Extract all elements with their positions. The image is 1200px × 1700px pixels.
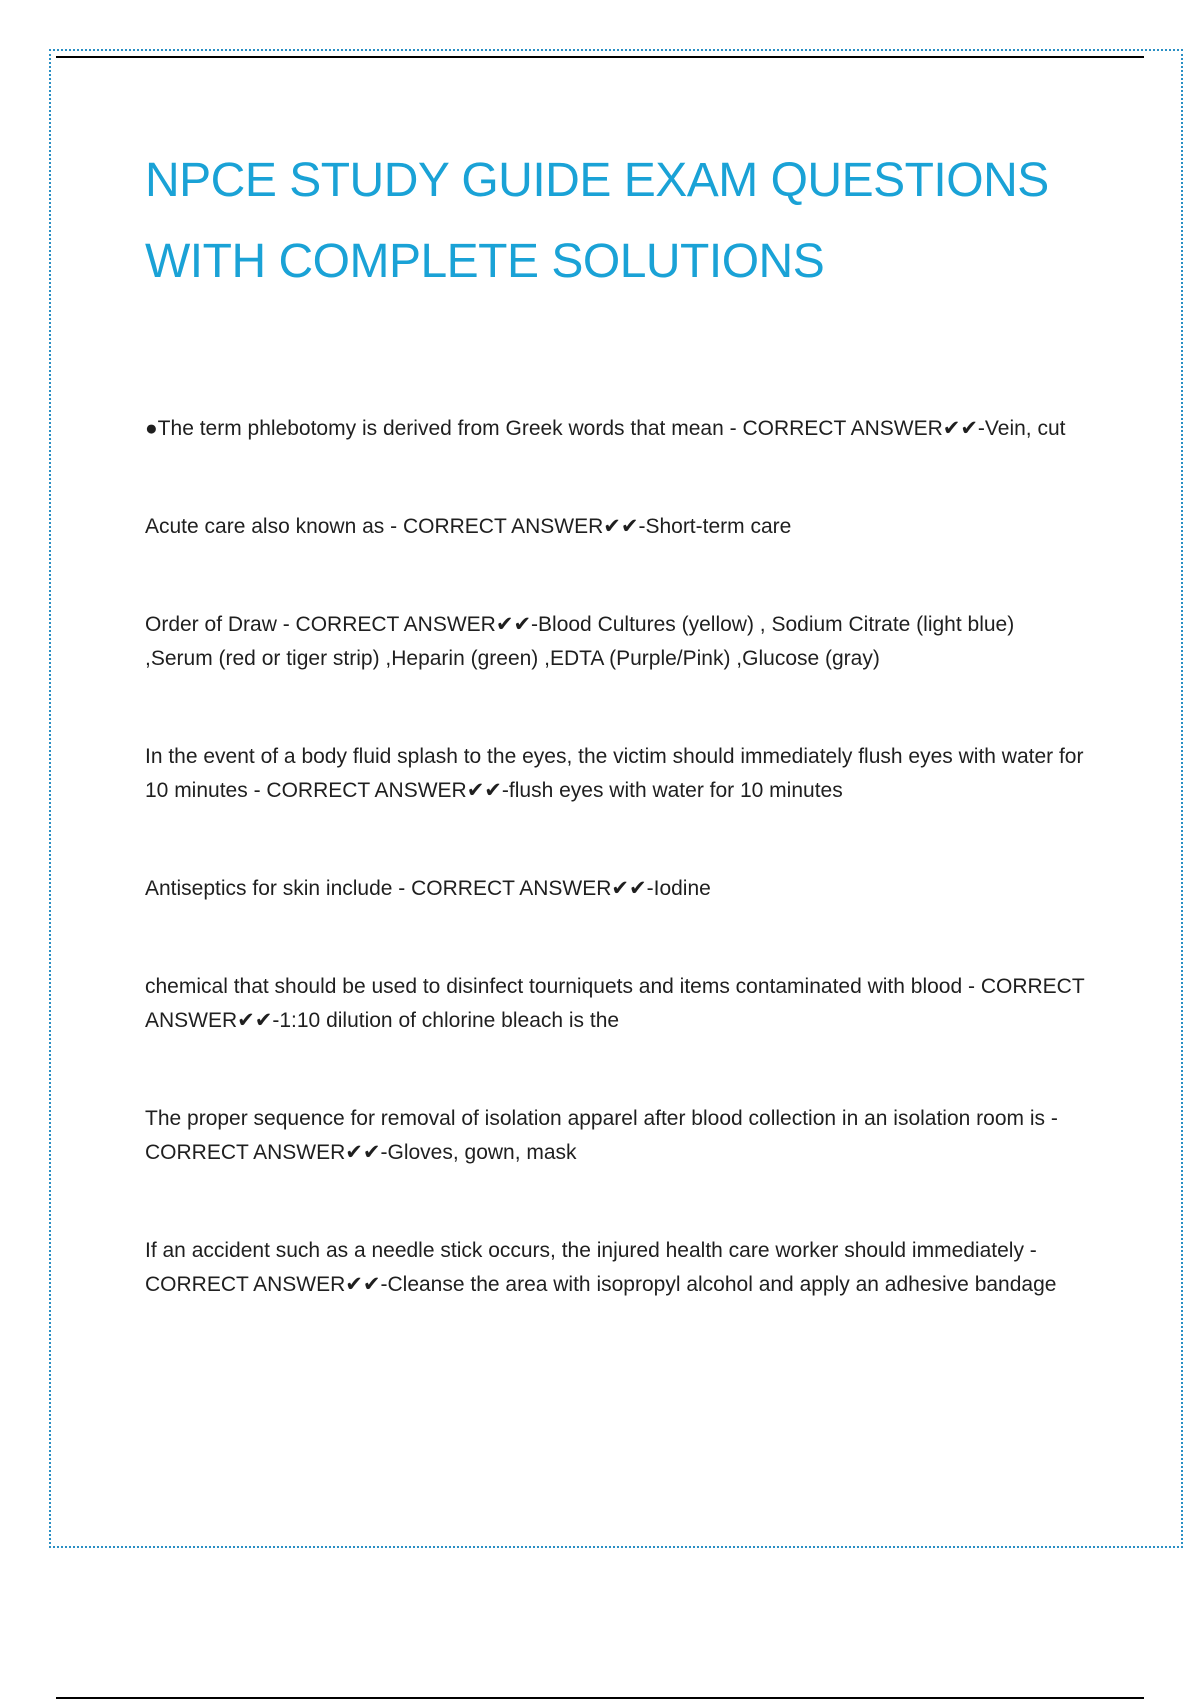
answer-text: 1:10 dilution of chlorine bleach is the <box>279 1009 620 1032</box>
answer-text: Short-term care <box>645 515 792 538</box>
answer-text: Blood Cultures (yellow) , Sodium Citrate (light blue) ,Serum (red or tiger strip) ,Heparin (green) ,EDTA (Purple/Pink) ,Glucose (gray) <box>145 613 1015 670</box>
answer-text: Vein, cut <box>984 417 1066 440</box>
qa-item <box>145 412 1085 446</box>
answer-text: Gloves, gown, mask <box>387 1141 577 1164</box>
qa-item <box>145 1102 1085 1170</box>
question-text: If an accident such as a needle stick occurs, the injured health care worker should immediately <box>145 1239 1024 1262</box>
question-answer-list <box>145 412 1085 1366</box>
correct-answer-marker: CORRECT ANSWER✔✔- <box>402 515 646 538</box>
qa-item <box>145 740 1085 808</box>
correct-answer-marker: CORRECT ANSWER✔✔- <box>145 975 1085 1032</box>
correct-answer-marker: CORRECT ANSWER✔✔- <box>295 613 539 636</box>
question-text: Order of Draw <box>145 613 277 636</box>
question-text: In the event of a body fluid splash to the eyes, the victim should immediately flush eyes with water for 10 minutes <box>145 745 1084 802</box>
separator: - <box>1023 1239 1037 1262</box>
qa-item <box>145 1234 1085 1302</box>
correct-answer-marker: CORRECT ANSWER✔✔- <box>742 417 985 440</box>
footer-rule <box>56 1697 1144 1699</box>
qa-item <box>145 608 1085 676</box>
qa-item <box>145 510 1085 544</box>
separator: - <box>392 877 412 900</box>
separator: - <box>1045 1107 1058 1130</box>
answer-text: flush eyes with water for 10 minutes <box>508 779 843 802</box>
question-text: ●The term phlebotomy is derived from Greek words that mean <box>145 417 724 440</box>
correct-answer-marker: CORRECT ANSWER✔✔- <box>145 1141 388 1164</box>
qa-item <box>145 970 1085 1038</box>
question-text: The proper sequence for removal of isolation apparel after blood collection in an isolation room is <box>145 1107 1046 1130</box>
separator: - <box>723 417 743 440</box>
question-text: chemical that should be used to disinfect tourniquets and items contaminated with blood <box>145 975 963 998</box>
document-title <box>145 140 1125 302</box>
title-line-1: NPCE STUDY GUIDE EXAM QUESTIONS <box>145 154 1049 207</box>
question-text: Antiseptics for skin include <box>145 877 393 900</box>
correct-answer-marker: CORRECT ANSWER✔✔- <box>411 877 654 900</box>
question-text: Acute care also known as <box>145 515 385 538</box>
correct-answer-marker: CORRECT ANSWER✔✔- <box>145 1273 388 1296</box>
answer-text: Cleanse the area with isopropyl alcohol and apply an adhesive bandage <box>387 1273 1057 1296</box>
correct-answer-marker: CORRECT ANSWER✔✔- <box>266 779 509 802</box>
separator: - <box>247 779 267 802</box>
answer-text: Iodine <box>653 877 711 900</box>
separator: - <box>384 515 403 538</box>
separator: - <box>276 613 296 636</box>
qa-item <box>145 872 1085 906</box>
header-rule <box>56 56 1144 58</box>
separator: - <box>962 975 981 998</box>
title-line-2: WITH COMPLETE SOLUTIONS <box>145 235 825 288</box>
